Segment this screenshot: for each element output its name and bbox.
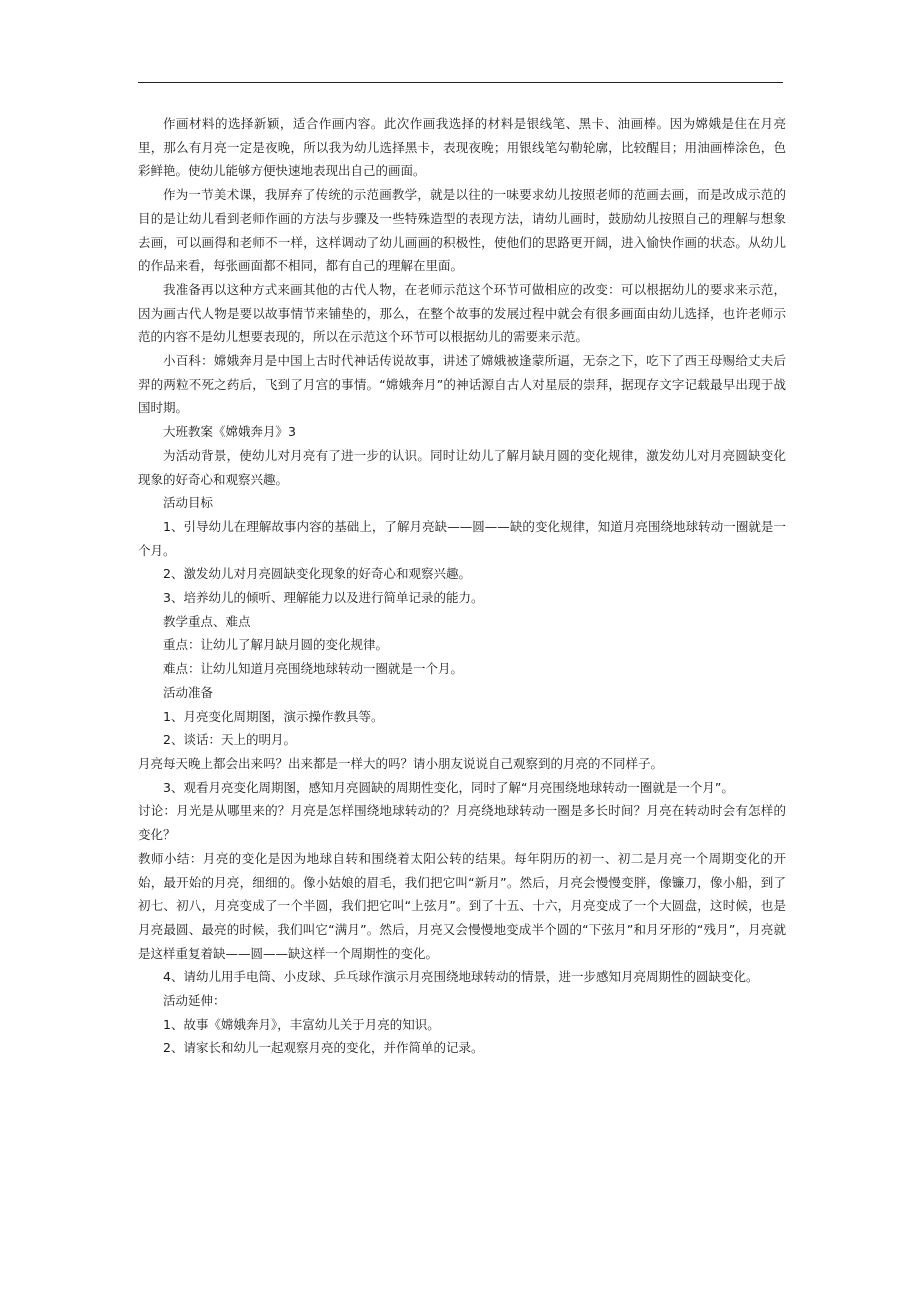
heading-preparation: 活动准备: [163, 684, 214, 700]
paragraph-discussion: 讨论：月光是从哪里来的？月亮是怎样围绕地球转动的？月亮绕地球转动一圈是多长时间？月亮在转动时会有怎样的变化？: [138, 803, 786, 843]
prep-item-4: 4、请幼儿用手电筒、小皮球、乒乓球作演示月亮围绕地球转动的情景，进一步感知月亮周期性的圆缺变化。: [163, 969, 759, 985]
goal-item-3: 3、培养幼儿的倾听、理解能力以及进行简单记录的能力。: [163, 590, 484, 606]
paragraph-question: 月亮每天晚上都会出来吗？出来都是一样大的吗？请小朋友说说自己观察到的月亮的不同样子。: [138, 755, 664, 771]
goal-item-2: 2、激发幼儿对月亮圆缺变化现象的好奇心和观察兴趣。: [163, 566, 471, 582]
heading-key-points: 教学重点、难点: [163, 613, 251, 629]
paragraph-encyclopedia: 小百科：嫦娥奔月是中国上古时代神话传说故事，讲述了嫦娥被逢蒙所逼，无奈之下，吃下了西王母赐给丈夫后羿的两粒不死之药后，飞到了月宫的事情。“嫦娥奔月”的神话源自古人对星辰的崇拜，据现存文字记载最早出现于战国时期。: [138, 353, 786, 416]
goal-item-1: 1、引导幼儿在理解故事内容的基础上，了解月亮缺——圆——缺的变化规律，知道月亮围绕地球转动一圈就是一个月。: [138, 518, 786, 558]
heading-goals: 活动目标: [163, 495, 214, 511]
paragraph-plan: 我准备再以这种方式来画其他的古代人物，在老师示范这个环节可做相应的改变：可以根据幼儿的要求来示范，因为画古代人物是要以故事情节来铺垫的，那么，在整个故事的发展过程中就会有很多画面由幼儿选择，也许老师示范的内容不是幼儿想要表现的，所以在示范这个环节可以根据幼儿的需要来示范。: [138, 281, 786, 345]
paragraph-background: 为活动背景，使幼儿对月亮有了进一步的认识。同时让幼儿了解月缺月圆的变化规律，激发幼儿对月亮圆缺变化现象的好奇心和观察兴趣。: [138, 447, 786, 487]
key-point: 重点：让幼儿了解月缺月圆的变化规律。: [163, 637, 389, 653]
difficult-point: 难点：让幼儿知道月亮围绕地球转动一圈就是一个月。: [163, 661, 464, 677]
paragraph-demonstration: 作为一节美术课，我屏弃了传统的示范画教学，就是以往的一味要求幼儿按照老师的范画去画，而是改成示范的目的是让幼儿看到老师作画的方法与步骤及一些特殊造型的表现方法，请幼儿画时，鼓励幼儿按照自己的理解与想象去画，可以画得和老师不一样，这样调动了幼儿画画的积极性，使他们的思路更开阔，进入愉快作画的状态。从幼儿的作品来看，每张画面都不相同，都有自己的理解在里面。: [138, 187, 786, 274]
prep-item-3: 3、观看月亮变化周期图，感知月亮圆缺的周期性变化，同时了解“月亮围绕地球转动一圈就是一个月”。: [163, 779, 734, 795]
prep-item-1: 1、月亮变化周期图，演示操作教具等。: [163, 708, 384, 724]
paragraph-teacher-summary: 教师小结：月亮的变化是因为地球自转和围绕着太阳公转的结果。每年阴历的初一、初二是月亮一个周期变化的开始，最开始的月亮，细细的。像小姑娘的眉毛，我们把它叫“新月”。然后，月亮会慢慢变胖，像镰刀，像小船，到了初七、初八，月亮变成了一个半圆，我们把它叫“上弦月”。到了十五、十六，月亮变成了一个大圆盘，这时候，也是月亮最圆、最亮的时候，我们叫它“满月”。然后，月亮又会慢慢地变成半个圆的“下弦月”和月牙形的“残月”，月亮就是这样重复着缺——圆——缺这样一个周期性的变化。: [138, 850, 786, 961]
header-rule: [138, 82, 783, 83]
extension-item-1: 1、故事《嫦娥奔月》，丰富幼儿关于月亮的知识。: [163, 1016, 440, 1032]
prep-item-2: 2、谈话：天上的明月。: [163, 732, 296, 748]
extension-item-2: 2、请家长和幼儿一起观察月亮的变化，并作简单的记录。: [163, 1040, 484, 1056]
section-title-lesson-3: 大班教案《嫦娥奔月》3: [163, 424, 296, 440]
paragraph-materials: 作画材料的选择新颖，适合作画内容。此次作画我选择的材料是银线笔、黑卡、油画棒。因为嫦娥是住在月亮里，那么有月亮一定是夜晚，所以我为幼儿选择黑卡，表现夜晚；用银线笔勾勒轮廓，比较醒目；用油画棒涂色，色彩鲜艳。使幼儿能够方便快速地表现出自己的画面。: [138, 116, 786, 179]
heading-extension: 活动延伸：: [163, 993, 226, 1009]
document-body: [138, 112, 786, 1060]
